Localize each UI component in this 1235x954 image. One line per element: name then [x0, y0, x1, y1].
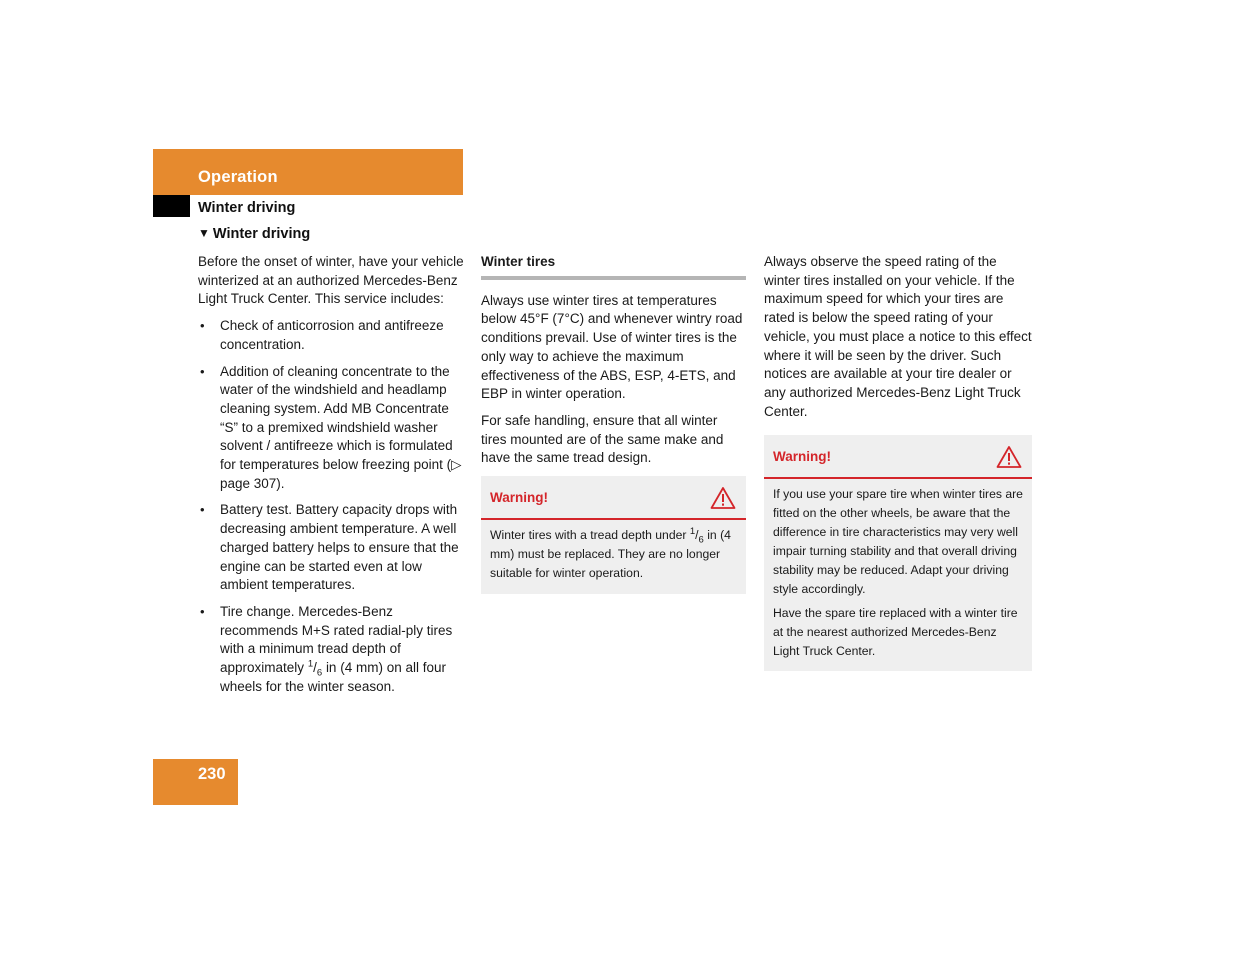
warning-triangle-icon	[710, 486, 736, 510]
warning-triangle-icon	[996, 445, 1022, 469]
list-item: • Battery test. Battery capacity drops with decreasing ambient temperature. A well charged battery helps to ensure that the engine can be started even at low ambient temperatures.	[200, 502, 459, 593]
warning-box-tread	[481, 476, 746, 594]
winter-tires-paragraph: Always use winter tires at temperatures below 45°F (7°C) and whenever wintry road conditions prevail. Use of winter tires is the only way to achieve the maximum effectiveness of the ABS, ESP, 4-ETS, and EBP in winter operation.	[481, 292, 743, 402]
warning-title: Warning!	[490, 489, 548, 505]
fraction: $^1/_6$	[307, 658, 323, 679]
warning-header	[481, 476, 746, 520]
bullet-icon: •	[200, 603, 205, 619]
winter-tires-heading: Winter tires	[481, 253, 746, 280]
chapter-title: Operation	[198, 168, 278, 186]
intro-paragraph: Before the onset of winter, have your vehicle winterized at an authorized Mercedes-Benz Light Truck Center. This service includes:	[198, 254, 464, 307]
column-right	[764, 253, 1032, 671]
subsection-title: ▼ Winter driving	[198, 226, 311, 242]
speed-rating-paragraph: Always observe the speed rating of the winter tires installed on your vehicle. If the maximum speed for which your tires are rated is below the speed rating of your vehicle, you must place a notice to this effect where it will be seen by the driver. Such notices are available at your tire dealer or any authorized Mercedes-Benz Light Truck Center.	[764, 254, 1032, 419]
bullet-icon: •	[200, 502, 205, 518]
safe-handling-paragraph: For safe handling, ensure that all winter tires mounted are of the same make and have the same tread design.	[481, 412, 724, 466]
warning-paragraph: If you use your spare tire when winter tires are fitted on the other wheels, be aware that the difference in tire characteristics may very well impair turning stability and that overall driving stability may be reduced. Adapt your driving style accordingly.	[773, 487, 1023, 596]
warning-header	[764, 435, 1032, 479]
section-marker	[153, 195, 190, 217]
warning-title: Warning!	[773, 448, 831, 464]
list-item	[198, 363, 466, 494]
fraction: $^1/_6$	[689, 525, 704, 546]
bullet-icon: •	[200, 363, 205, 379]
page-number: 230	[198, 765, 226, 783]
warning-paragraph: Have the spare tire replaced with a winter tire at the nearest authorized Mercedes-Benz Light Truck Center.	[773, 605, 1018, 658]
list-item: • Tire change. Mercedes-Benz recommends M+S rated radial-ply tires with a minimum tread depth of approximately $^1/_6$ in (4 mm) on all four wheels for the winter season.	[200, 603, 453, 694]
list-item: • Check of anticorrosion and antifreeze concentration.	[200, 318, 444, 352]
service-list	[198, 317, 466, 696]
warning-body	[764, 479, 1032, 671]
section-title: Winter driving	[198, 200, 296, 216]
triangle-down-icon: ▼	[198, 226, 210, 240]
column-middle	[481, 253, 746, 594]
column-left	[198, 253, 466, 704]
warning-box-spare-tire	[764, 435, 1032, 671]
bullet-icon: •	[200, 318, 205, 334]
page-reference[interactable]: Addition of cleaning concentrate to the water of the windshield and headlamp cleaning system. Add MB Concentrate “S” to a premixed windshield washer solvent / antifreeze which is formulated for temperatures below freezing point (▷ page 307).	[220, 363, 462, 491]
warning-body: Winter tires with a tread depth under $^1/_6$ in (4 mm) must be replaced. They are no longer suitable for winter operation.	[490, 525, 731, 580]
